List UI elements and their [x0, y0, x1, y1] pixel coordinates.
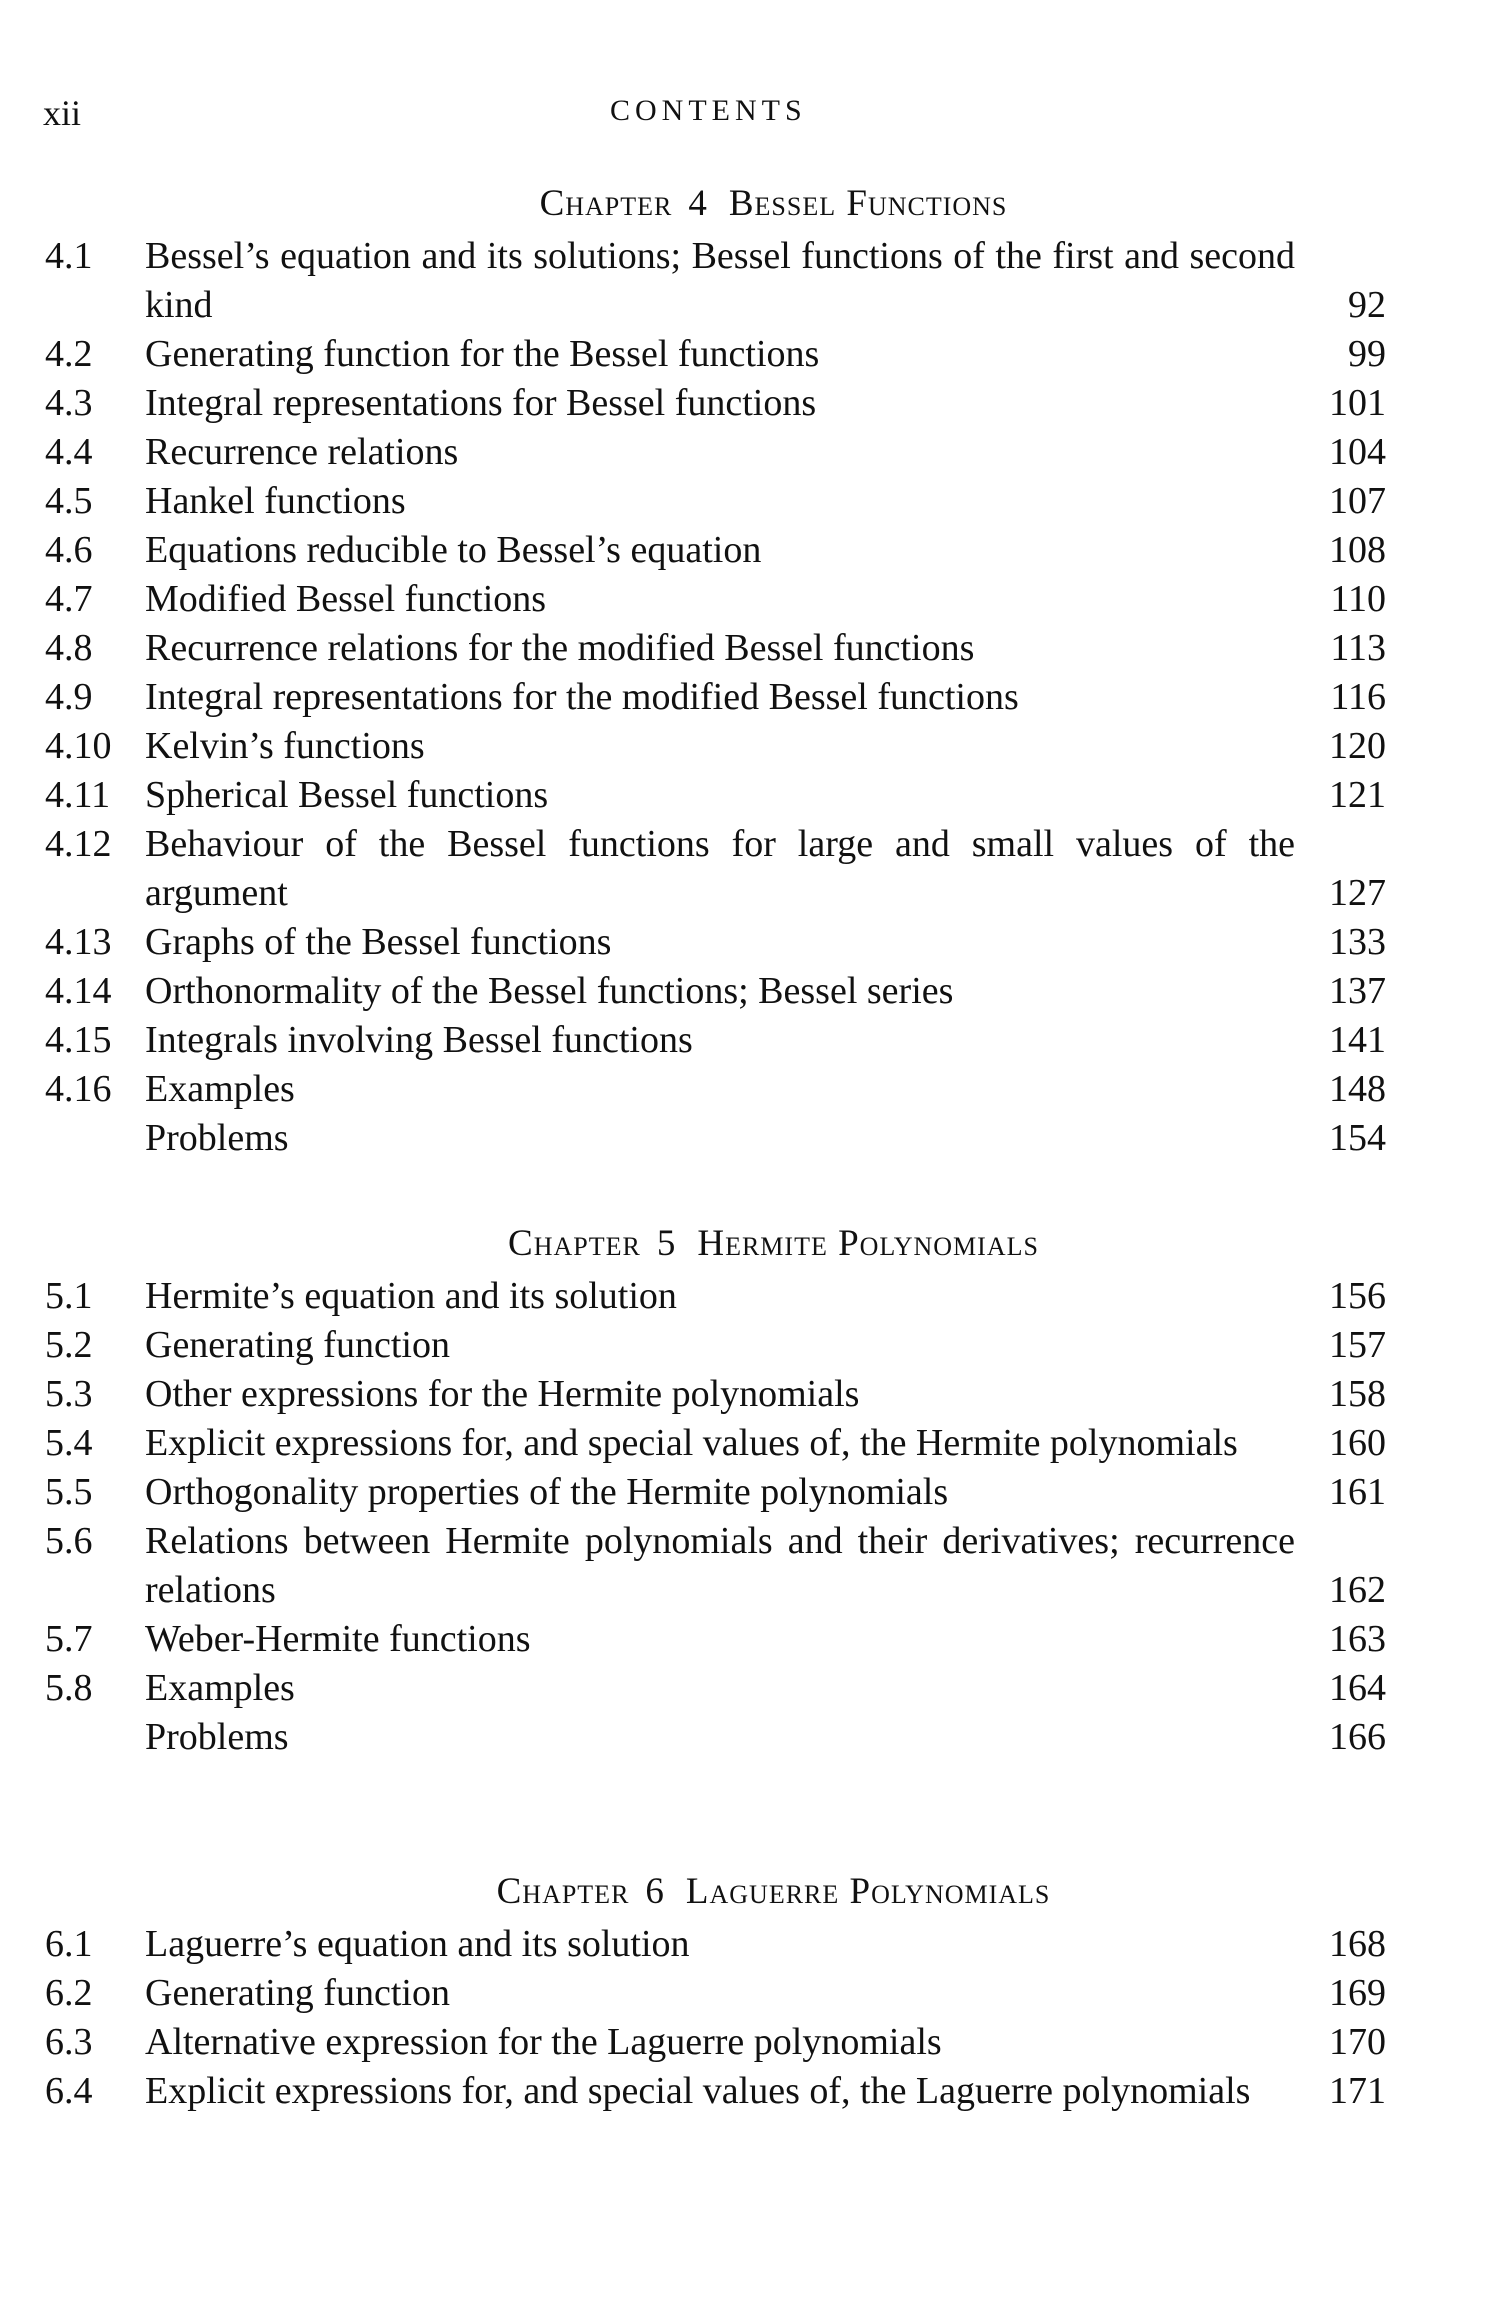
section-number: 5.4 — [45, 1422, 93, 1464]
section-page: 161 — [1329, 1471, 1386, 1513]
toc-entry[interactable] — [0, 2067, 1487, 2116]
section-title: Problems — [145, 1716, 289, 1758]
section-title: Integrals involving Bessel functions — [145, 1019, 693, 1061]
section-page: 104 — [1329, 431, 1386, 473]
chapter-number: 6 — [645, 1871, 664, 1912]
section-page: 92 — [1348, 284, 1386, 326]
section-number: 4.10 — [45, 725, 112, 767]
chapter-title: Bessel Functions — [728, 183, 1008, 224]
section-page: 157 — [1329, 1324, 1386, 1366]
section-page: 160 — [1329, 1422, 1386, 1464]
section-page: 171 — [1329, 2070, 1386, 2112]
section-page: 168 — [1329, 1923, 1386, 1965]
section-title: Bessel’s equation and its solutions; Bessel functions of the first and second kind — [145, 235, 1295, 326]
section-page: 116 — [1330, 676, 1386, 718]
section-page: 108 — [1329, 529, 1386, 571]
section-number: 4.6 — [45, 529, 93, 571]
toc-entry[interactable] — [0, 1517, 1487, 1615]
chapter-4-section — [0, 180, 1487, 1163]
section-page: 120 — [1329, 725, 1386, 767]
section-title: Spherical Bessel functions — [145, 774, 549, 816]
toc-entry[interactable] — [0, 1370, 1487, 1419]
section-title: Hankel functions — [145, 480, 406, 522]
section-title: Problems — [145, 1117, 289, 1159]
section-page: 169 — [1329, 1972, 1386, 2014]
section-page: 107 — [1329, 480, 1386, 522]
toc-entry[interactable] — [0, 1321, 1487, 1370]
section-number: 4.7 — [45, 578, 93, 620]
chapter-heading — [60, 180, 1487, 228]
toc-entry[interactable] — [0, 2018, 1487, 2067]
toc-entry[interactable] — [0, 232, 1487, 330]
section-title: Alternative expression for the Laguerre polynomials — [145, 2021, 942, 2063]
section-title: Graphs of the Bessel functions — [145, 921, 612, 963]
toc-entry[interactable] — [0, 1114, 1487, 1163]
section-number: 5.5 — [45, 1471, 93, 1513]
section-page: 158 — [1329, 1373, 1386, 1415]
section-title: Equations reducible to Bessel’s equation — [145, 529, 762, 571]
section-page: 163 — [1329, 1618, 1386, 1660]
toc-entry[interactable] — [0, 624, 1487, 673]
section-title: Explicit expressions for, and special values of, the Laguerre polynomials — [145, 2070, 1251, 2112]
section-number: 5.2 — [45, 1324, 93, 1366]
toc-entry[interactable] — [0, 526, 1487, 575]
section-title: Generating function — [145, 1324, 450, 1366]
toc-entry[interactable] — [0, 330, 1487, 379]
section-title: Behaviour of the Bessel functions for large and small values of the argument — [145, 823, 1295, 914]
section-number: 4.11 — [45, 774, 111, 816]
toc-entry[interactable] — [0, 722, 1487, 771]
toc-entry[interactable] — [0, 771, 1487, 820]
section-number: 5.8 — [45, 1667, 93, 1709]
section-title: Orthogonality properties of the Hermite polynomials — [145, 1471, 949, 1513]
section-page: 162 — [1329, 1569, 1386, 1611]
section-title: Modified Bessel functions — [145, 578, 547, 620]
section-title: Other expressions for the Hermite polynomials — [145, 1373, 860, 1415]
section-title: Explicit expressions for, and special values of, the Hermite polynomials — [145, 1422, 1238, 1464]
section-number: 5.6 — [45, 1520, 93, 1562]
section-page: 101 — [1329, 382, 1386, 424]
running-head — [40, 92, 1400, 132]
section-number: 4.5 — [45, 480, 93, 522]
section-page: 127 — [1329, 872, 1386, 914]
section-number: 6.2 — [45, 1972, 93, 2014]
toc-entry[interactable] — [0, 1664, 1487, 1713]
section-title: Generating function — [145, 1972, 450, 2014]
toc-entry[interactable] — [0, 1016, 1487, 1065]
toc-entry[interactable] — [0, 967, 1487, 1016]
section-number: 4.13 — [45, 921, 112, 963]
section-number: 5.1 — [45, 1275, 93, 1317]
toc-entry[interactable] — [0, 477, 1487, 526]
section-page: 166 — [1329, 1716, 1386, 1758]
section-title: Orthonormality of the Bessel functions; Bessel series — [145, 970, 954, 1012]
chapter-number: 5 — [656, 1223, 676, 1264]
section-page: 154 — [1329, 1117, 1386, 1159]
section-page: 121 — [1329, 774, 1386, 816]
toc-entry[interactable] — [0, 575, 1487, 624]
page-number: xii — [43, 93, 82, 133]
toc-entry[interactable] — [0, 1468, 1487, 1517]
section-page: 137 — [1329, 970, 1386, 1012]
toc-entry[interactable] — [0, 820, 1487, 918]
running-title: CONTENTS — [610, 94, 807, 127]
section-page: 164 — [1329, 1667, 1386, 1709]
toc-entry[interactable] — [0, 1920, 1487, 1969]
chapter-title: Laguerre Polynomials — [685, 1871, 1051, 1912]
section-title: Relations between Hermite polynomials and their derivatives; recurrence relations — [145, 1520, 1295, 1611]
section-title: Examples — [145, 1068, 295, 1110]
section-title: Recurrence relations for the modified Bessel functions — [145, 627, 975, 669]
section-page: 99 — [1348, 333, 1386, 375]
section-number: 6.1 — [45, 1923, 93, 1965]
section-page: 148 — [1329, 1068, 1386, 1110]
section-title: Recurrence relations — [145, 431, 459, 473]
section-number: 4.14 — [45, 970, 112, 1012]
section-title: Laguerre’s equation and its solution — [145, 1923, 690, 1965]
section-number: 6.4 — [45, 2070, 93, 2112]
toc-entry[interactable] — [0, 379, 1487, 428]
section-number: 5.3 — [45, 1373, 93, 1415]
section-number: 4.12 — [45, 823, 112, 865]
toc-entry[interactable] — [0, 1969, 1487, 2018]
section-page: 141 — [1329, 1019, 1386, 1061]
section-page: 133 — [1329, 921, 1386, 963]
section-number: 4.1 — [45, 235, 93, 277]
section-page: 156 — [1329, 1275, 1386, 1317]
section-number: 4.8 — [45, 627, 93, 669]
section-title: Generating function for the Bessel functions — [145, 333, 820, 375]
toc-entry[interactable] — [0, 1713, 1487, 1762]
toc-entry[interactable] — [0, 673, 1487, 722]
chapter-5-section — [0, 1220, 1487, 1762]
toc-entry[interactable] — [0, 1272, 1487, 1321]
section-title: Examples — [145, 1667, 295, 1709]
toc-entry[interactable] — [0, 1419, 1487, 1468]
chapter-heading — [60, 1220, 1487, 1268]
chapter-label: Chapter — [539, 183, 673, 224]
toc-entry[interactable] — [0, 918, 1487, 967]
section-number: 4.9 — [45, 676, 93, 718]
section-title: Integral representations for Bessel functions — [145, 382, 817, 424]
section-page: 113 — [1330, 627, 1386, 669]
section-number: 4.15 — [45, 1019, 112, 1061]
section-number: 4.16 — [45, 1068, 112, 1110]
section-number: 6.3 — [45, 2021, 93, 2063]
toc-entry[interactable] — [0, 428, 1487, 477]
section-title: Kelvin’s functions — [145, 725, 425, 767]
chapter-label: Chapter — [496, 1871, 630, 1912]
chapter-heading — [60, 1868, 1487, 1916]
section-page: 170 — [1329, 2021, 1386, 2063]
section-number: 4.3 — [45, 382, 93, 424]
chapter-number: 4 — [688, 183, 707, 224]
section-number: 4.2 — [45, 333, 93, 375]
chapter-label: Chapter — [508, 1223, 641, 1264]
chapter-title: Hermite Polynomials — [697, 1223, 1039, 1264]
section-title: Hermite’s equation and its solution — [145, 1275, 677, 1317]
section-page: 110 — [1330, 578, 1386, 620]
section-title: Integral representations for the modified Bessel functions — [145, 676, 1019, 718]
toc-entry[interactable] — [0, 1065, 1487, 1114]
section-number: 5.7 — [45, 1618, 93, 1660]
section-title: Weber-Hermite functions — [145, 1618, 531, 1660]
chapter-6-section — [0, 1868, 1487, 2116]
section-number: 4.4 — [45, 431, 93, 473]
toc-entry[interactable] — [0, 1615, 1487, 1664]
